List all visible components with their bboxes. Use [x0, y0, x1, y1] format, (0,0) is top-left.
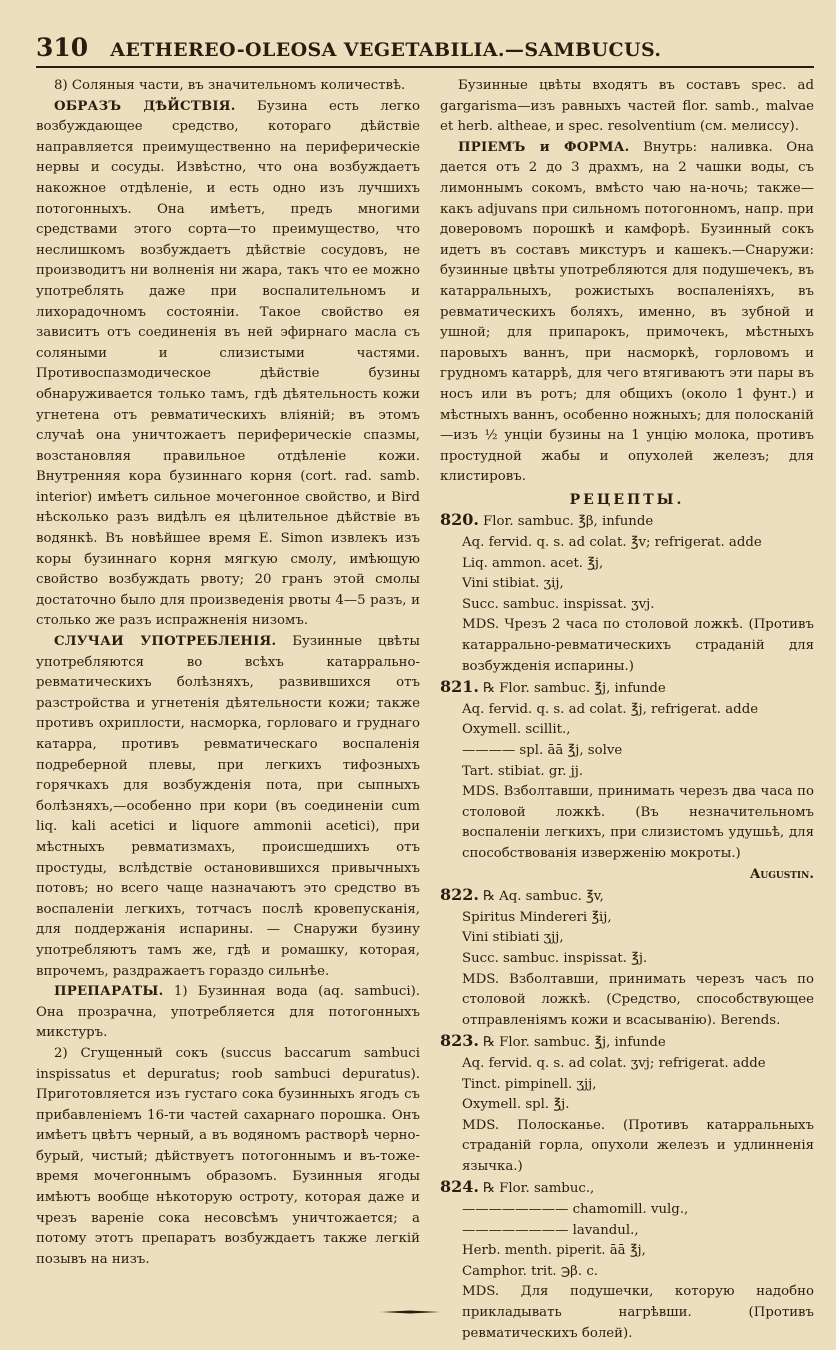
recipe-text: Tart. stibiat. gr. jj. — [462, 763, 584, 779]
paragraph — [36, 1044, 420, 1271]
section-lead: СЛУЧАИ УПОТРЕБЛЕНІЯ. — [54, 634, 277, 650]
paragraph-text: 1) Бузинная вода (aq. sambuci). Она прозрачна, употребляется для потогонныхъ микстуръ. — [36, 984, 420, 1041]
recipe-text: Oxymell. scillit., — [462, 722, 571, 738]
recipe-text: ℞ Flor. sambuc., — [482, 1181, 595, 1197]
paragraph-text: 8) Соляныя части, въ значительномъ количествѣ. — [54, 78, 406, 93]
recipe-number: 820. — [440, 510, 479, 530]
recipe-line — [440, 574, 814, 595]
right-column — [430, 76, 814, 1341]
recipe-text: Spiritus Mindereri ℥ij, — [462, 909, 612, 925]
paragraph-text: 2) Сгущенный сокъ (succus baccarum sambuci inspissatus et depuratus; roob sambuci depuratus). Приготовляется изъ густаго сока бузинныхъ ягодъ съ прибавленіемъ 16-ти частей сахарнаго порошка. Онъ имѣетъ цвѣтъ черный, а въ водяномъ растворѣ черно-бурый, чистый; дѣйствуетъ потогоннымъ и въ-тоже-время мочегоннымъ образомъ. Бузинныя ягоды имѣютъ вообще нѣкоторую остроту, которая даже и чрезъ вареніе сока несовсѣмъ уничтожается; а потому этотъ препаратъ возбуждаетъ также легкій позывъ на низъ. — [36, 1045, 420, 1267]
recipe-line — [440, 1054, 814, 1075]
recipe-text: Flor. sambuc. ℥β, infunde — [482, 514, 654, 530]
recipe-text: ℞ Flor. sambuc. ℥j, infunde — [482, 1035, 666, 1051]
recipe-author: Augustin. — [750, 866, 814, 882]
section-lead: ПРІЕМЪ и ФОРМА. — [458, 139, 630, 155]
paragraph-text: Внутрь: наливка. Она дается отъ 2 до 3 драхмъ, на 2 чашки воды, съ лимоннымъ сокомъ, вмѣсто чаю на-ночь; также—какъ adjuvans при сильномъ потогонномъ, напр. при доверовомъ порошкѣ и камфорѣ. Бузинный сокъ идетъ въ составъ микстуръ и кашекъ.—Снаружи: бузинные цвѣты употребляются для подушечекъ, въ катарральныхъ, рожистыхъ воспаленіяхъ, въ ревматическихъ боляхъ, именно, въ зубной и ушной; для припарокъ, примочекъ, мѣстныхъ паровыхъ ваннъ, при насморкѣ, горловомъ и грудномъ катаррѣ, для чего втягиваютъ эти пары въ носъ или въ ротъ; для общихъ (около 1 фунт.) и мѣстныхъ ваннъ, особенно ножныхъ; для полосканій—изъ ½ унціи бузины на 1 унцію молока, противъ простудной жабы и опухолей железъ; для клистировъ. — [440, 139, 814, 485]
recipe-text: MDS. Взболтавши, принимать черезъ два часа по столовой ложкѣ. (Въ незначительномъ воспаленіи легкихъ, при слизистомъ удушьѣ, для способствованія изверженію мокроты.) — [462, 784, 814, 861]
recipe-text: Oxymell. spl. ℥j. — [462, 1097, 570, 1113]
recipe-line — [440, 720, 814, 741]
page-header — [36, 34, 814, 68]
recipe-line — [440, 928, 814, 949]
recipe-line — [440, 554, 814, 575]
paragraph — [36, 632, 420, 982]
recipe-number: 824. — [440, 1177, 479, 1197]
recipe-line — [440, 885, 814, 908]
recipe-text: Succ. sambuc. inspissat. ʒvj. — [462, 596, 655, 612]
recipe-number: 821. — [440, 677, 479, 697]
recipe-text: Aq. fervid. q. s. ad colat. ℥v; refrigerat. adde — [462, 535, 762, 551]
recipe-line — [440, 1241, 814, 1262]
recipe-line — [440, 677, 814, 700]
recipe-line — [440, 762, 814, 783]
recipe-line — [440, 1031, 814, 1054]
recipe-line — [440, 595, 814, 616]
end-ornament — [380, 1310, 440, 1314]
paragraph-text: Бузинные цвѣты употребляются во всѣхъ катаррально-ревматическихъ болѣзняхъ, развившихся отъ разстройства и угнетенія дѣятельности кожи; также противъ охриплости, насморка, горловаго и груднаго катарра, противъ ревматическаго воспаленія подреберной плевы, при легкихъ тифозныхъ горячкахъ для возбужденія пота, при сыпныхъ болѣзняхъ,—особенно при кори (въ соединеніи cum liq. kali acetici и liquore ammonii acetici), при мѣстныхъ ревматизмахъ, происшедшихъ отъ простуды, вслѣдствіе остановившихся привычныхъ потовъ; но всего чаще назначаютъ это средство въ воспаленіи легкихъ, тотчасъ послѣ кровепусканія, для поддержанія испарины. — Снаружи бузину употребляютъ тамъ же, гдѣ и ромашку, которая, впрочемъ, раздражаетъ гораздо сильнѣе. — [36, 634, 421, 979]
recipe-text: Tinct. pimpinell. ʒjj, — [462, 1076, 597, 1092]
paragraph — [36, 76, 420, 97]
recipe-line — [440, 615, 814, 677]
recipe-number: 823. — [440, 1031, 479, 1051]
recipe-text: Aq. fervid. q. s. ad colat. ʒvj; refrigerat. adde — [462, 1055, 766, 1071]
paragraph — [36, 982, 420, 1044]
recipe-text: ———————— lavandul., — [462, 1222, 639, 1238]
recipe-line — [440, 949, 814, 970]
section-lead: ПРЕПАРАТЫ. — [54, 984, 164, 1000]
recipe-text: Camphor. trit. ℈β. c. — [462, 1263, 598, 1279]
recipe-text: ℞ Flor. sambuc. ℥j, infunde — [482, 681, 666, 697]
recipe-line — [440, 1075, 814, 1096]
left-column — [36, 76, 430, 1308]
recipe-text: Vini stibiati ʒjj, — [462, 930, 564, 946]
paragraph — [440, 76, 814, 138]
recipe-line — [440, 1262, 814, 1283]
section-lead: ОБРАЗЪ ДѢЙСТВІЯ. — [54, 98, 236, 114]
recipe-line — [440, 700, 814, 721]
recipe-text: ———— spl. āā ℥j, solve — [462, 743, 623, 758]
recipe-text: MDS. Чрезъ 2 часа по столовой ложкѣ. (Противъ катаррально-ревматическихъ страданій для возбужденія испарины.) — [462, 617, 814, 674]
recipe-line — [440, 1095, 814, 1116]
paragraph-text: Бузинные цвѣты входятъ въ составъ spec. ad gargarisma—изъ равныхъ частей flor. samb., malvae et herb. altheae, и spec. resolventium (см. мелиссу). — [440, 78, 814, 135]
recipes-heading: РЕЦЕПТЫ. — [569, 491, 685, 508]
recipe-line — [440, 510, 814, 533]
recipe-line — [440, 533, 814, 554]
running-title: AETHEREO-OLEOSA VEGETABILIA.—SAMBUCUS. — [110, 39, 662, 61]
paragraph — [440, 138, 814, 488]
paragraph-text: Бузина есть легко возбуждающее средство, котораго дѣйствіе направляется преимущественно на периферическіе нервы и сосуды. Извѣстно, что она возбуждаетъ накожное отдѣленіе, и есть одно изъ лучшихъ потогонныхъ. Она имѣетъ, предъ многими средствами этого сорта—то преимущество, что неслишкомъ возбуждаетъ дѣйствіе сосудовъ, не производитъ ни волненія ни жара, такъ что ее можно употреблять даже при воспалительномъ и лихорадочномъ состояніи. Такое свойство ея зависитъ отъ соединенія въ ней эфирнаго масла съ соляными и слизистыми частями. Противоспазмодическое дѣйствіе бузины обнаруживается только тамъ, гдѣ дѣятельность кожи угнетена отъ ревматическихъ вліяній; въ этомъ случаѣ она уничтожаетъ периферическіе спазмы, возстановляя правильное отдѣленіе кожи. Внутренняя кора бузиннаго корня (cort. rad. samb. interior) имѣетъ сильное мочегонное свойство, и Bird нѣсколько разъ видѣлъ ея цѣлительное дѣйствіе въ водянкѣ. Въ новѣйшее время E. Simon извлекъ изъ коры бузиннаго корня мягкую смолу, имѣющую свойство возбуждать рвоту; 20 гранъ этой смолы достаточно было для произведенія рвоты 4—5 разъ, и столько же разъ испражненія низомъ. — [36, 98, 420, 629]
recipe-line — [440, 970, 814, 1032]
recipe-text: Vini stibiat. ʒij, — [462, 576, 564, 592]
recipe-number: 822. — [440, 885, 479, 905]
recipe-text: Liq. ammon. acet. ℥j, — [462, 555, 604, 571]
page-number: 310 — [36, 33, 89, 62]
paragraph — [36, 97, 420, 632]
recipe-line — [440, 1221, 814, 1242]
recipe-line — [440, 1116, 814, 1178]
recipe-line — [440, 782, 814, 864]
recipe-text: Aq. fervid. q. s. ad colat. ℥j, refrigerat. adde — [462, 701, 759, 717]
recipe-line — [440, 1200, 814, 1221]
recipe-line — [440, 908, 814, 929]
recipe-text: MDS. Полосканье. (Противъ катарральныхъ страданій горла, опухоли железъ и удлинненія язычка.) — [462, 1117, 814, 1174]
text-columns — [36, 76, 814, 1341]
recipe-line — [440, 1177, 814, 1200]
recipe-line — [440, 1282, 814, 1344]
recipe-text: Succ. sambuc. inspissat. ℥j. — [462, 950, 648, 966]
recipe-line — [440, 741, 814, 762]
recipe-text: MDS. Взболтавши, принимать черезъ часъ по столовой ложкѣ. (Средство, способствующее отправленіямъ кожи и всасыванію). Berends. — [462, 971, 814, 1028]
recipe-text: ———————— chamomill. vulg., — [462, 1202, 689, 1218]
recipe-text: ℞ Aq. sambuc. ℥v, — [482, 889, 604, 905]
recipe-text: Herb. menth. piperit. āā ℥j, — [462, 1243, 646, 1259]
recipe-text: MDS. Для подушечки, которую надобно прикладывать нагрѣвши. (Противъ ревматическихъ болей). — [462, 1284, 814, 1341]
